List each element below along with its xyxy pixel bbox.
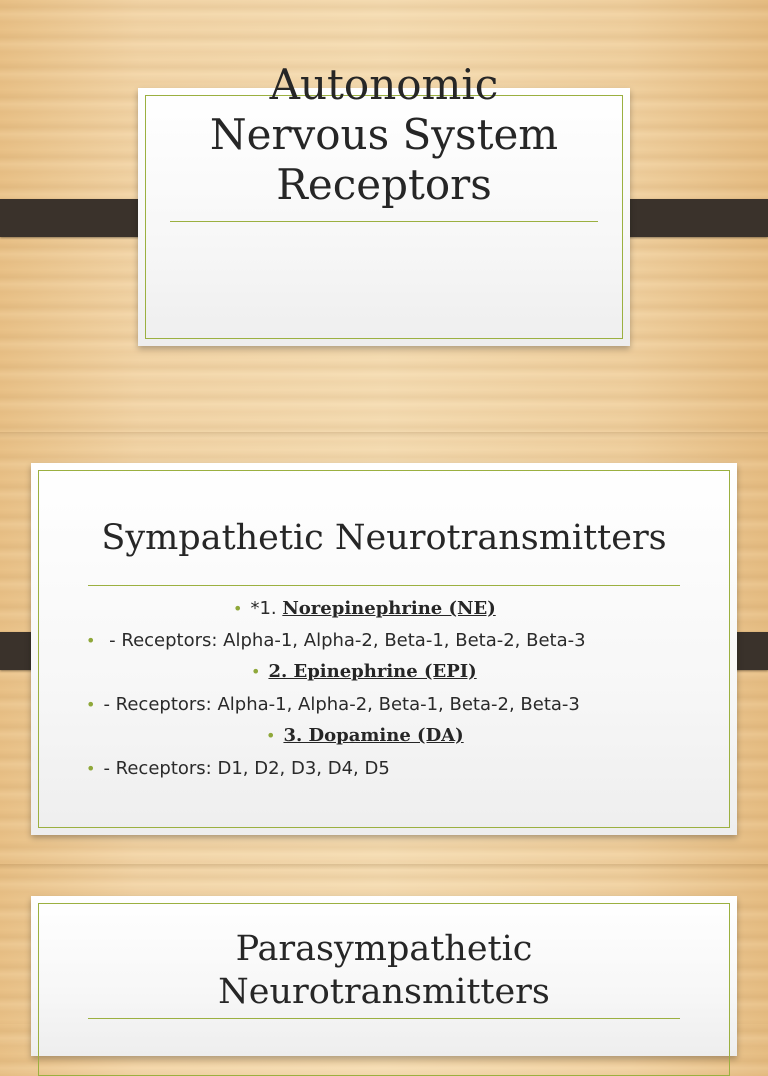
bullet-dot-icon: • xyxy=(233,599,243,618)
heading-label: 2. Epinephrine (EPI) xyxy=(268,661,477,682)
bullet-dot-icon: • xyxy=(251,662,261,681)
title-line-2: Neurotransmitters xyxy=(218,972,550,1012)
slide-separator xyxy=(0,864,768,870)
item-prefix: *1. xyxy=(250,598,283,619)
slide-separator xyxy=(0,432,768,438)
title-line-1: Parasympathetic xyxy=(235,929,533,969)
title-underline-rule xyxy=(170,221,598,222)
title-line-3: Receptors xyxy=(276,160,492,209)
receptors-text: - Receptors: D1, D2, D3, D4, D5 xyxy=(103,758,390,779)
title-line-1: Autonomic xyxy=(269,60,499,109)
bullet-dot-icon: • xyxy=(266,726,276,745)
list-item-norepinephrine xyxy=(233,597,516,621)
neurotransmitter-heading xyxy=(282,598,515,619)
list-item-receptors xyxy=(86,757,390,781)
bullet-dot-icon: • xyxy=(86,695,96,714)
list-item-receptors xyxy=(86,693,580,717)
neurotransmitter-heading xyxy=(283,725,483,746)
heading-label: Norepinephrine (NE) xyxy=(282,598,496,619)
neurotransmitter-heading xyxy=(268,661,496,682)
title-underline-rule xyxy=(88,1018,680,1019)
heading-label: 3. Dopamine (DA) xyxy=(283,725,464,746)
title-underline-rule xyxy=(88,585,680,586)
slide-1-title xyxy=(0,60,768,210)
list-item-receptors xyxy=(86,629,586,653)
receptors-text: - Receptors: Alpha-1, Alpha-2, Beta-1, Beta-2, Beta-3 xyxy=(103,694,580,715)
bullet-dot-icon: • xyxy=(86,759,96,778)
slide-3-title xyxy=(0,928,768,1014)
list-item-epinephrine xyxy=(251,660,497,684)
list-item-dopamine xyxy=(266,724,484,748)
slide-2-title: Sympathetic Neurotransmitters xyxy=(101,518,667,558)
bullet-dot-icon: • xyxy=(86,631,96,650)
title-line-2: Nervous System xyxy=(209,110,559,159)
receptors-text: - Receptors: Alpha-1, Alpha-2, Beta-1, Beta-2, Beta-3 xyxy=(103,630,586,651)
